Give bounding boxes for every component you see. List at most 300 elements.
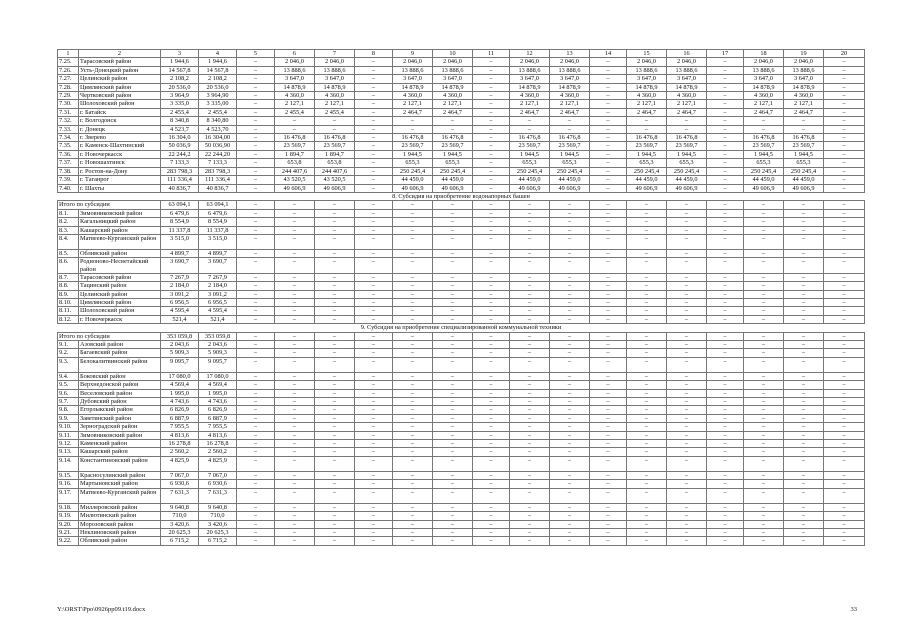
table-cell: 7 631,3: [199, 488, 237, 503]
municipality-name: Багаевский район: [79, 349, 161, 357]
table-cell: 14 878,9: [627, 83, 667, 91]
table-cell: –: [275, 349, 315, 357]
table-cell: 16 304,0: [161, 134, 199, 142]
table-cell: 8 340,8: [161, 117, 199, 125]
table-cell: –: [433, 372, 473, 380]
table-cell: 3 647,0: [550, 75, 590, 83]
table-cell: –: [667, 480, 707, 488]
table-cell: 40 836,7: [199, 184, 237, 192]
table-cell: –: [237, 218, 275, 226]
subtotal-row: [58, 201, 865, 209]
municipality-name: Цимлянский район: [79, 83, 161, 91]
table-cell: 2 127,1: [627, 100, 667, 108]
row-number: 7.34.: [58, 134, 79, 142]
table-cell: 250 245,4: [433, 167, 473, 175]
table-cell: –: [590, 503, 627, 511]
table-cell: 13 888,6: [433, 66, 473, 74]
table-cell: –: [627, 218, 667, 226]
table-cell: –: [824, 520, 865, 528]
table-cell: –: [707, 298, 744, 306]
row-number: 9.14.: [58, 456, 79, 471]
row-number: 8.3.: [58, 226, 79, 234]
municipality-name: г. Донецк: [79, 125, 161, 133]
table-cell: –: [473, 258, 510, 273]
table-cell: –: [355, 273, 393, 281]
table-row: [58, 398, 865, 406]
table-row: [58, 357, 865, 372]
table-cell: –: [473, 406, 510, 414]
table-cell: –: [744, 431, 784, 439]
table-cell: 44 459,0: [667, 176, 707, 184]
table-cell: 7 955,5: [199, 423, 237, 431]
table-cell: –: [393, 414, 433, 422]
table-cell: –: [550, 282, 590, 290]
table-cell: –: [393, 381, 433, 389]
row-number: 7.38.: [58, 167, 79, 175]
municipality-name: Белокалитвинский район: [79, 357, 161, 372]
table-cell: –: [784, 520, 824, 528]
table-cell: –: [393, 456, 433, 471]
row-number: 7.26.: [58, 66, 79, 74]
table-cell: 23 569,7: [550, 142, 590, 150]
table-cell: 2 046,0: [510, 58, 550, 66]
table-cell: –: [315, 125, 355, 133]
table-cell: 5 909,3: [161, 349, 199, 357]
table-cell: –: [590, 273, 627, 281]
column-number: 3: [161, 50, 199, 58]
table-cell: –: [315, 218, 355, 226]
table-cell: –: [824, 75, 865, 83]
table-cell: 44 459,0: [433, 176, 473, 184]
table-cell: –: [433, 406, 473, 414]
table-cell: –: [473, 226, 510, 234]
table-cell: 2 455,4: [315, 108, 355, 116]
table-cell: –: [355, 448, 393, 456]
table-cell: –: [275, 290, 315, 298]
table-row: [58, 100, 865, 108]
table-cell: 7 955,5: [161, 423, 199, 431]
table-cell: –: [433, 537, 473, 545]
table-cell: –: [627, 341, 667, 349]
table-cell: –: [355, 201, 393, 209]
table-cell: –: [667, 234, 707, 249]
table-cell: –: [784, 201, 824, 209]
table-cell: 3 647,0: [784, 75, 824, 83]
table-cell: –: [237, 520, 275, 528]
table-cell: –: [667, 357, 707, 372]
table-cell: –: [550, 503, 590, 511]
table-cell: –: [627, 226, 667, 234]
table-cell: 14 878,9: [315, 83, 355, 91]
table-cell: –: [275, 423, 315, 431]
table-cell: –: [510, 349, 550, 357]
table-cell: –: [667, 440, 707, 448]
table-cell: 11 337,8: [199, 226, 237, 234]
table-cell: –: [744, 273, 784, 281]
table-cell: 2 046,0: [627, 58, 667, 66]
table-cell: –: [744, 440, 784, 448]
table-cell: 14 878,9: [667, 83, 707, 91]
municipality-name: Миллеровский район: [79, 503, 161, 511]
table-cell: 11 337,8: [161, 226, 199, 234]
table-cell: –: [237, 471, 275, 479]
table-cell: –: [275, 249, 315, 257]
table-cell: –: [355, 528, 393, 536]
table-cell: 43 520,5: [315, 176, 355, 184]
table-cell: –: [744, 503, 784, 511]
table-cell: –: [275, 226, 315, 234]
table-cell: –: [627, 480, 667, 488]
table-cell: –: [824, 503, 865, 511]
table-cell: –: [784, 307, 824, 315]
table-cell: –: [275, 381, 315, 389]
table-cell: –: [393, 537, 433, 545]
table-cell: –: [627, 290, 667, 298]
table-cell: –: [315, 414, 355, 422]
table-cell: –: [355, 431, 393, 439]
table-cell: –: [667, 423, 707, 431]
table-cell: –: [744, 307, 784, 315]
table-cell: 3 515,0: [161, 234, 199, 249]
table-cell: 49 606,9: [510, 184, 550, 192]
table-cell: –: [237, 372, 275, 380]
table-cell: –: [237, 92, 275, 100]
column-number: 20: [824, 50, 865, 58]
table-cell: –: [590, 66, 627, 74]
table-cell: 16 476,8: [275, 134, 315, 142]
table-cell: 3 091,2: [161, 290, 199, 298]
table-cell: 49 606,9: [784, 184, 824, 192]
table-cell: 2 108,2: [161, 75, 199, 83]
row-number: 9.4.: [58, 372, 79, 380]
table-cell: –: [667, 537, 707, 545]
table-cell: 3 091,2: [199, 290, 237, 298]
table-cell: 7 067,0: [199, 471, 237, 479]
table-cell: –: [315, 440, 355, 448]
table-cell: –: [473, 414, 510, 422]
table-cell: –: [590, 440, 627, 448]
column-number: 4: [199, 50, 237, 58]
table-cell: –: [473, 125, 510, 133]
table-cell: 49 606,9: [275, 184, 315, 192]
table-cell: –: [707, 117, 744, 125]
table-cell: –: [744, 528, 784, 536]
table-cell: –: [744, 298, 784, 306]
table-cell: 250 245,4: [550, 167, 590, 175]
table-cell: –: [667, 414, 707, 422]
table-cell: 2 464,7: [627, 108, 667, 116]
table-cell: –: [315, 201, 355, 209]
municipality-name: Боковский район: [79, 372, 161, 380]
table-cell: –: [275, 315, 315, 323]
table-cell: –: [355, 332, 393, 340]
table-cell: –: [784, 381, 824, 389]
municipality-name: г. Новочеркасск: [79, 150, 161, 158]
table-cell: –: [590, 108, 627, 116]
table-cell: –: [707, 75, 744, 83]
table-cell: –: [433, 290, 473, 298]
table-cell: –: [473, 100, 510, 108]
table-cell: –: [237, 488, 275, 503]
table-cell: –: [393, 512, 433, 520]
table-cell: –: [355, 282, 393, 290]
table-cell: –: [473, 431, 510, 439]
table-cell: –: [355, 176, 393, 184]
table-cell: –: [744, 398, 784, 406]
table-cell: –: [433, 117, 473, 125]
table-row: [58, 480, 865, 488]
table-cell: –: [824, 471, 865, 479]
table-cell: –: [590, 537, 627, 545]
table-cell: –: [627, 381, 667, 389]
table-cell: –: [393, 282, 433, 290]
table-cell: 13 888,6: [510, 66, 550, 74]
row-number: 7.31.: [58, 108, 79, 116]
table-cell: –: [590, 249, 627, 257]
table-cell: 20 625,3: [199, 528, 237, 536]
table-cell: –: [550, 357, 590, 372]
table-cell: –: [550, 273, 590, 281]
table-cell: –: [315, 423, 355, 431]
table-cell: 14 878,9: [393, 83, 433, 91]
table-cell: –: [473, 159, 510, 167]
table-cell: 13 888,6: [275, 66, 315, 74]
row-number: 7.33.: [58, 125, 79, 133]
table-row: [58, 150, 865, 158]
row-number: 8.9.: [58, 290, 79, 298]
table-cell: –: [355, 349, 393, 357]
table-cell: –: [667, 398, 707, 406]
municipality-name: Обливский район: [79, 249, 161, 257]
table-cell: –: [473, 282, 510, 290]
table-cell: –: [784, 414, 824, 422]
table-row: [58, 389, 865, 397]
table-cell: –: [667, 298, 707, 306]
table-cell: –: [590, 389, 627, 397]
table-cell: –: [510, 512, 550, 520]
table-cell: –: [824, 398, 865, 406]
table-cell: –: [550, 488, 590, 503]
table-cell: 4 825,9: [199, 456, 237, 471]
table-cell: –: [433, 349, 473, 357]
table-cell: 4 360,0: [784, 92, 824, 100]
table-cell: 16 278,8: [161, 440, 199, 448]
table-cell: –: [433, 226, 473, 234]
table-cell: –: [707, 372, 744, 380]
table-cell: –: [355, 75, 393, 83]
table-cell: 4 899,7: [199, 249, 237, 257]
table-cell: –: [510, 234, 550, 249]
table-cell: –: [393, 406, 433, 414]
table-cell: –: [707, 357, 744, 372]
table-row: [58, 381, 865, 389]
row-number: 9.17.: [58, 488, 79, 503]
table-cell: –: [393, 209, 433, 217]
table-cell: –: [627, 414, 667, 422]
table-cell: –: [784, 512, 824, 520]
table-cell: –: [590, 201, 627, 209]
table-cell: –: [473, 456, 510, 471]
table-cell: –: [744, 389, 784, 397]
table-cell: –: [824, 176, 865, 184]
municipality-name: Каменский район: [79, 440, 161, 448]
table-cell: –: [237, 258, 275, 273]
table-cell: –: [510, 456, 550, 471]
table-cell: –: [433, 431, 473, 439]
table-cell: –: [707, 201, 744, 209]
table-cell: –: [473, 440, 510, 448]
table-cell: –: [824, 372, 865, 380]
table-cell: –: [237, 456, 275, 471]
table-cell: –: [433, 315, 473, 323]
table-cell: –: [667, 117, 707, 125]
table-row: [58, 520, 865, 528]
table-cell: –: [355, 372, 393, 380]
table-cell: –: [355, 512, 393, 520]
table-cell: –: [590, 528, 627, 536]
table-cell: –: [590, 234, 627, 249]
table-cell: 6 479,6: [199, 209, 237, 217]
table-cell: –: [315, 406, 355, 414]
table-cell: –: [393, 471, 433, 479]
table-cell: –: [315, 480, 355, 488]
table-cell: –: [315, 332, 355, 340]
table-row: [58, 218, 865, 226]
table-cell: –: [393, 440, 433, 448]
table-cell: –: [510, 258, 550, 273]
table-cell: 13 888,6: [627, 66, 667, 74]
municipality-name: Мартыновский район: [79, 480, 161, 488]
table-cell: 9 095,7: [161, 357, 199, 372]
table-cell: –: [473, 117, 510, 125]
table-cell: –: [275, 201, 315, 209]
table-cell: 3 647,0: [744, 75, 784, 83]
table-cell: –: [707, 83, 744, 91]
table-cell: –: [550, 249, 590, 257]
table-cell: –: [784, 290, 824, 298]
table-cell: –: [237, 125, 275, 133]
table-cell: –: [707, 381, 744, 389]
table-cell: 7 631,3: [161, 488, 199, 503]
table-cell: –: [393, 423, 433, 431]
table-cell: 6 956,5: [161, 298, 199, 306]
table-cell: –: [275, 448, 315, 456]
table-cell: –: [510, 488, 550, 503]
table-cell: –: [393, 117, 433, 125]
table-cell: –: [355, 414, 393, 422]
table-cell: –: [355, 456, 393, 471]
table-cell: –: [707, 480, 744, 488]
table-row: [58, 503, 865, 511]
table-cell: –: [393, 249, 433, 257]
table-cell: –: [707, 92, 744, 100]
table-cell: –: [237, 431, 275, 439]
table-cell: –: [550, 332, 590, 340]
table-cell: –: [707, 332, 744, 340]
table-cell: –: [510, 273, 550, 281]
table-cell: –: [707, 414, 744, 422]
table-cell: –: [707, 307, 744, 315]
section-heading: 8. Субсидия на приобретение водонапорных башен: [58, 192, 865, 200]
table-cell: –: [784, 218, 824, 226]
table-cell: 3 420,6: [199, 520, 237, 528]
table-cell: 16 476,8: [744, 134, 784, 142]
table-cell: –: [590, 341, 627, 349]
table-cell: –: [275, 471, 315, 479]
row-number: 9.18.: [58, 503, 79, 511]
table-cell: 1 894,7: [315, 150, 355, 158]
table-row: [58, 448, 865, 456]
table-cell: –: [824, 142, 865, 150]
row-number: 8.11.: [58, 307, 79, 315]
table-cell: –: [237, 176, 275, 184]
table-cell: 2 046,0: [744, 58, 784, 66]
table-cell: 4 360,0: [433, 92, 473, 100]
table-cell: –: [590, 431, 627, 439]
table-cell: –: [473, 307, 510, 315]
table-cell: –: [667, 406, 707, 414]
table-cell: 6 930,6: [161, 480, 199, 488]
table-cell: –: [824, 273, 865, 281]
table-cell: –: [627, 440, 667, 448]
table-cell: –: [473, 66, 510, 74]
table-cell: –: [433, 440, 473, 448]
table-cell: –: [667, 372, 707, 380]
municipality-name: г. Ростов-на-Дону: [79, 167, 161, 175]
table-cell: –: [275, 341, 315, 349]
table-cell: –: [510, 372, 550, 380]
table-cell: –: [590, 381, 627, 389]
municipality-name: г. Каменск-Шахтинский: [79, 142, 161, 150]
table-cell: –: [355, 226, 393, 234]
municipality-name: Тарасовский район: [79, 58, 161, 66]
table-cell: –: [667, 349, 707, 357]
table-cell: –: [707, 423, 744, 431]
table-cell: –: [473, 528, 510, 536]
table-cell: 9 095,7: [199, 357, 237, 372]
table-cell: –: [744, 520, 784, 528]
table-cell: –: [510, 537, 550, 545]
table-cell: –: [237, 100, 275, 108]
table-cell: –: [393, 520, 433, 528]
table-cell: –: [784, 226, 824, 234]
table-cell: 23 569,7: [433, 142, 473, 150]
table-cell: –: [590, 332, 627, 340]
table-cell: –: [744, 341, 784, 349]
table-cell: –: [275, 372, 315, 380]
table-cell: 23 569,7: [315, 142, 355, 150]
table-cell: –: [355, 381, 393, 389]
table-cell: 44 459,0: [627, 176, 667, 184]
table-cell: 2 127,1: [510, 100, 550, 108]
table-cell: –: [707, 448, 744, 456]
table-cell: –: [473, 372, 510, 380]
table-cell: –: [784, 332, 824, 340]
table-cell: –: [707, 282, 744, 290]
table-cell: –: [510, 218, 550, 226]
table-cell: –: [393, 218, 433, 226]
table-cell: –: [275, 406, 315, 414]
row-number: 7.29.: [58, 92, 79, 100]
table-cell: –: [707, 341, 744, 349]
table-cell: –: [590, 150, 627, 158]
table-cell: –: [550, 307, 590, 315]
table-cell: 3 420,6: [161, 520, 199, 528]
row-number: 9.20.: [58, 520, 79, 528]
table-cell: –: [510, 480, 550, 488]
table-cell: –: [550, 398, 590, 406]
table-row: [58, 108, 865, 116]
